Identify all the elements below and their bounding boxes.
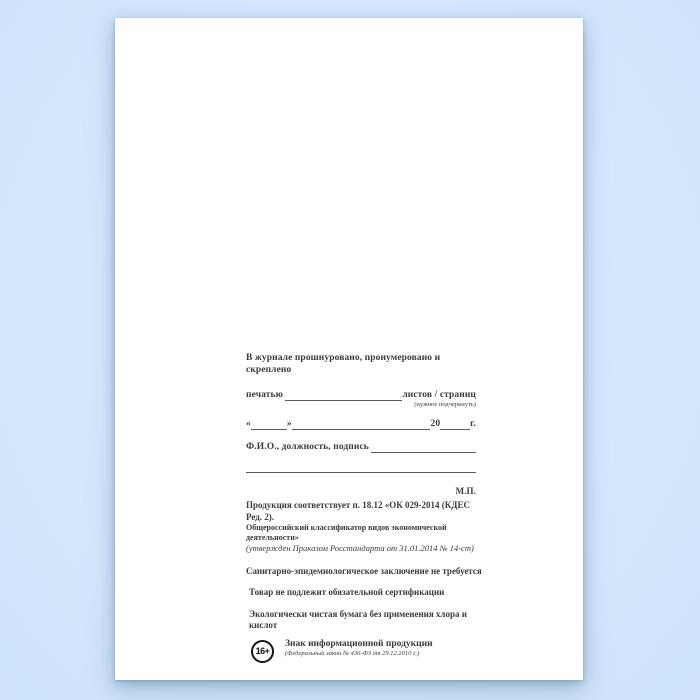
month-blank [292,427,431,430]
okved-paragraph [246,500,486,554]
journal-back-page [115,18,583,680]
info-sign-title: Знак информационной продукции [285,638,433,649]
sheets-count-blank [285,398,402,401]
okved-line-1: Продукция соответствует п. 18.12 «ОК 029-2014 (КДЕС Ред. 2). [246,500,470,522]
sheets-pages-label: листов / страниц [402,390,476,400]
day-blank [251,427,287,430]
age-rating-16plus-icon: 16+ [251,640,274,663]
underline-hint: (нужное подчеркнуть) [414,401,476,408]
sanitary-note: Санитарно-эпидемиологическое заключение не требуется [246,565,482,576]
federal-law-note: (Федеральный закон № 436-ФЗ от 29.12.2010 г.) [285,649,420,657]
year-blank [440,427,470,430]
signer-label: Ф.И.О., должность, подпись [246,442,369,452]
certification-note: Товар не подлежит обязательной сертификации [249,587,445,597]
lacing-certification-block [246,352,476,497]
signature-line [246,470,476,473]
signer-blank [371,450,476,453]
info-product-sign-row [246,639,486,663]
quote-open: « [246,419,251,429]
quote-close: » [286,419,292,429]
signer-row [246,441,476,453]
seal-row [246,389,476,401]
date-row [246,418,476,430]
seal-label: печатью [246,390,283,400]
stamp-row [246,485,476,497]
okved-line-2: Общероссийский классификатор видов экономической деятельности» [246,523,447,542]
okved-line-3: (утвержден Приказом Росстандарта от 31.01.2014 № 14-ст) [246,543,474,553]
product-info-block [246,500,486,663]
year-suffix: г. [470,419,476,429]
info-product-sign [285,639,433,658]
year-prefix: 20 [430,419,441,429]
underline-hint-row [246,401,476,409]
stamp-placeholder: М.П. [455,486,476,496]
eco-paper-note: Экологически чистая бумага без применения хлора и кислот [249,608,467,630]
lacing-statement: В журнале прошнуровано, пронумеровано и скреплено [246,353,441,375]
